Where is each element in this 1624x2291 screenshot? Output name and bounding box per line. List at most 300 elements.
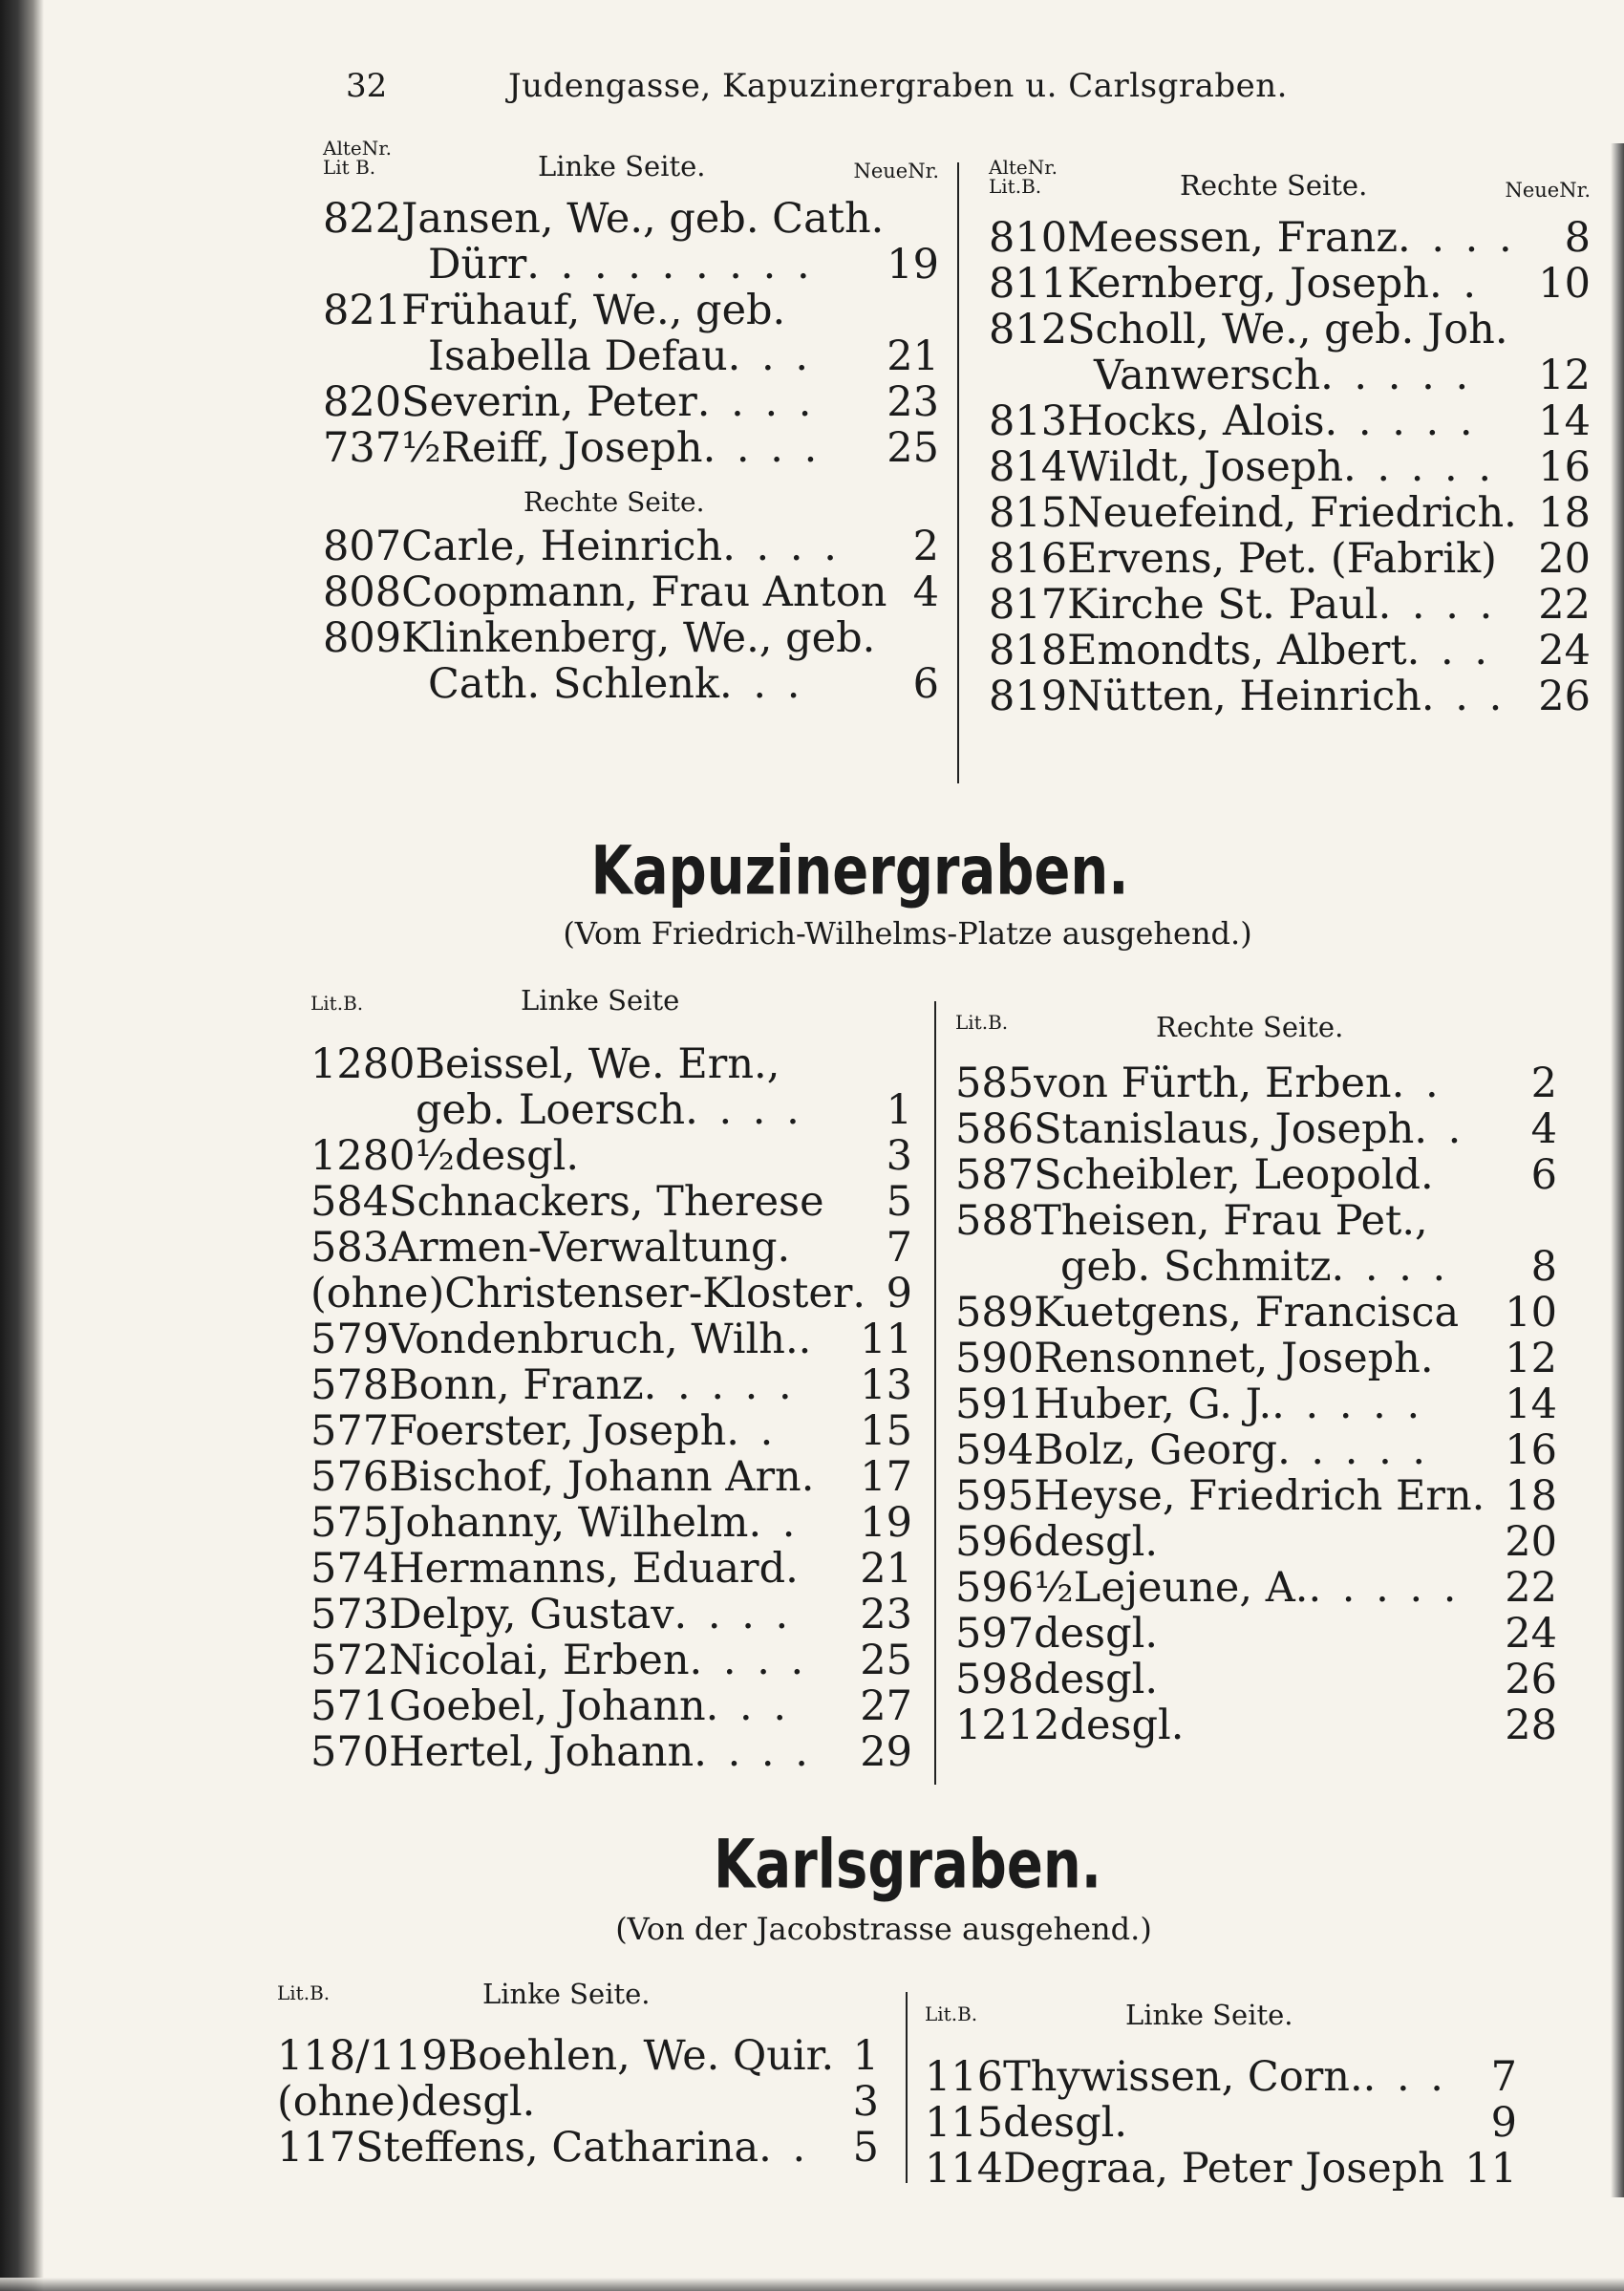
resident-name: Vondenbruch, Wilh. (389, 1316, 799, 1363)
directory-entry (955, 1611, 1557, 1657)
dot-leader: . . . . (685, 1086, 803, 1134)
directory-entry (925, 2100, 1517, 2146)
new-house-number: 11 (1464, 2145, 1517, 2193)
old-house-number: 810 (989, 214, 1068, 262)
old-house-number: 586 (955, 1105, 1035, 1153)
lit-label: Lit.B. (955, 1011, 1009, 1034)
directory-entry (989, 261, 1591, 307)
new-house-number: 16 (1505, 1426, 1557, 1474)
resident-name: Rensonnet, Joseph (1034, 1335, 1421, 1382)
directory-entry (955, 1565, 1557, 1611)
old-house-number: 822 (323, 195, 402, 243)
old-house-number: 116 (925, 2053, 1004, 2101)
resident-name: Scheibler, Leopold (1034, 1151, 1421, 1199)
resident-name: Degraa, Peter Joseph (1003, 2145, 1444, 2193)
new-house-number: 6 (912, 660, 939, 708)
top-right-column (989, 158, 1591, 719)
entry-list (955, 1060, 1557, 1748)
new-house-number: 3 (886, 1132, 912, 1180)
dot-leader: . . . . . (1308, 1564, 1461, 1612)
sub-side-label: Rechte Seite. (524, 486, 705, 518)
directory-entry (955, 1473, 1557, 1519)
dot-leader: . . . . (673, 1591, 793, 1638)
dot-leader: . . . . (1331, 1243, 1450, 1291)
lit-label: Lit.B. (925, 2002, 978, 2025)
column-divider (934, 1001, 936, 1785)
new-house-number: 11 (860, 1316, 912, 1363)
new-house-number: 26 (1538, 673, 1591, 720)
directory-entry (323, 569, 939, 615)
resident-name: Carle, Heinrich (401, 523, 723, 570)
resident-name: Goebel, Johann (389, 1682, 706, 1730)
new-house-number: 22 (1538, 581, 1591, 629)
dot-leader: . . . . . (1320, 352, 1473, 399)
dot-leader: . (852, 1270, 870, 1317)
new-house-number: 6 (1530, 1151, 1557, 1199)
new-house-number: 27 (860, 1682, 912, 1730)
resident-name: Kuetgens, Francisca (1034, 1289, 1460, 1337)
column-divider (957, 162, 959, 783)
resident-name: desgl. (1034, 1656, 1159, 1703)
new-house-number: 5 (886, 1178, 912, 1226)
resident-name: desgl. (1034, 1518, 1159, 1566)
side-label: Rechte Seite. (1156, 1011, 1344, 1043)
old-house-number: 807 (323, 523, 402, 570)
old-number-label: AlteNr. Lit B. (323, 137, 392, 179)
new-house-number: 2 (912, 523, 939, 570)
resident-name: Armen-Verwaltung (389, 1224, 778, 1272)
column-head (925, 1997, 1517, 2054)
old-house-number: 577 (310, 1407, 390, 1455)
dot-leader: . . (1414, 1105, 1465, 1153)
dot-leader: . . (748, 1499, 800, 1547)
new-house-number: 28 (1505, 1702, 1557, 1749)
dot-leader: . . . . (1398, 214, 1516, 262)
new-house-number: 10 (1538, 260, 1591, 308)
dot-leader: . . . . . (1271, 1381, 1424, 1428)
sub-entry-list (323, 524, 939, 707)
new-house-number: 2 (1530, 1060, 1557, 1107)
old-house-number: 570 (310, 1728, 390, 1776)
old-house-number: 1212 (955, 1702, 1060, 1749)
dot-leader: . . . . (702, 424, 822, 472)
directory-entry (277, 2033, 879, 2079)
resident-name: Nicolai, Erben (389, 1637, 690, 1684)
directory-entry (989, 398, 1591, 444)
new-house-number: 4 (912, 568, 939, 616)
new-house-number: 24 (1538, 627, 1591, 674)
old-house-number: 576 (310, 1453, 390, 1501)
directory-entry (955, 1427, 1557, 1473)
resident-name: desgl. (1034, 1610, 1159, 1658)
old-house-number: 583 (310, 1224, 390, 1272)
resident-name: Klinkenberg, We., geb. (401, 614, 876, 662)
column-head (277, 1976, 879, 2033)
directory-entry (955, 1290, 1557, 1336)
new-house-number: 1 (852, 2032, 879, 2080)
dot-leader: . (785, 1545, 802, 1593)
old-house-number: 590 (955, 1335, 1035, 1382)
directory-entry (310, 1638, 912, 1683)
directory-entry-continuation (323, 661, 939, 707)
old-house-number: 809 (323, 614, 402, 662)
entry-list (989, 215, 1591, 719)
dot-leader: . . . . . (1343, 443, 1496, 491)
new-house-number: 18 (1505, 1472, 1557, 1520)
column-head (989, 158, 1591, 215)
resident-name-continued: Cath. Schlenk (428, 660, 720, 708)
directory-entry (323, 196, 939, 242)
resident-name: desgl. (455, 1132, 580, 1180)
resident-name: desgl. (1059, 1702, 1185, 1749)
new-house-number: 25 (887, 424, 939, 472)
directory-entry (989, 215, 1591, 261)
old-house-number: 808 (323, 568, 402, 616)
directory-entry (323, 288, 939, 333)
new-house-number: 9 (1490, 2099, 1517, 2147)
resident-name: Frühauf, We., geb. (401, 287, 786, 334)
resident-name-continued: Dürr (428, 241, 527, 289)
resident-name: Jansen, We., geb. Cath. (401, 195, 885, 243)
dot-leader: . . . . . . . . . (526, 241, 814, 289)
directory-entry (989, 490, 1591, 536)
resident-name: Coopmann, Frau Anton (401, 568, 887, 616)
dot-leader: . . . . (722, 523, 841, 570)
dot-leader: . . (1429, 260, 1481, 308)
directory-entry (955, 1657, 1557, 1702)
old-house-number: 819 (989, 673, 1068, 720)
old-house-number: 815 (989, 489, 1068, 537)
new-house-number: 21 (887, 332, 939, 380)
resident-name: Hermanns, Eduard (389, 1545, 786, 1593)
old-house-number: 585 (955, 1060, 1035, 1107)
entry-list (925, 2054, 1517, 2192)
scan-right-edge (1611, 143, 1624, 2197)
new-house-number: 1 (886, 1086, 912, 1134)
old-house-number: 579 (310, 1316, 390, 1363)
old-house-number: 596½ (955, 1564, 1074, 1612)
resident-name: Delpy, Gustav (389, 1591, 674, 1638)
resident-name: Foerster, Joseph (389, 1407, 727, 1455)
old-house-number: 821 (323, 287, 402, 334)
resident-name: Stanislaus, Joseph (1034, 1105, 1415, 1153)
resident-name: Bolz, Georg (1034, 1426, 1278, 1474)
directory-entry (989, 536, 1591, 582)
directory-entry (989, 307, 1591, 353)
resident-name: Steffens, Catharina (355, 2124, 759, 2172)
directory-entry (310, 1133, 912, 1179)
dot-leader: . . . (727, 332, 812, 380)
entry-list (323, 196, 939, 471)
dot-leader: . (777, 1224, 795, 1272)
resident-name: Emondts, Albert (1067, 627, 1407, 674)
old-house-number: 115 (925, 2099, 1004, 2147)
old-house-number: 1280½ (310, 1132, 456, 1180)
old-house-number: 578 (310, 1361, 390, 1409)
directory-entry (989, 582, 1591, 628)
new-house-number: 19 (860, 1499, 912, 1547)
new-house-number: 26 (1505, 1656, 1557, 1703)
side-label: Linke Seite. (1125, 1999, 1293, 2031)
resident-name: Thywissen, Corn. (1003, 2053, 1363, 2101)
lit-label: Lit.B. (277, 1981, 331, 2004)
column-divider (906, 1992, 908, 2183)
dot-leader: . . . . (694, 1728, 812, 1776)
new-house-number: 22 (1505, 1564, 1557, 1612)
directory-entry (323, 524, 939, 569)
directory-entry-continuation (323, 333, 939, 379)
old-house-number: 813 (989, 397, 1068, 445)
resident-name-continued: Isabella Defau (428, 332, 728, 380)
new-house-number: 7 (1490, 2053, 1517, 2101)
old-house-number: 737½ (323, 424, 441, 472)
new-house-number: 5 (852, 2124, 879, 2172)
section-title-kapuzinergraben: Kapuzinergraben. (590, 832, 1129, 911)
old-house-number: 598 (955, 1656, 1035, 1703)
old-house-number: 575 (310, 1499, 390, 1547)
directory-entry (277, 2079, 879, 2125)
directory-entry (310, 1041, 912, 1087)
dot-leader: . . . . . (1277, 1426, 1430, 1474)
new-house-number: 16 (1538, 443, 1591, 491)
directory-entry (310, 1271, 912, 1317)
scan-bottom-edge (0, 2278, 1624, 2291)
side-label: Linke Seite. (538, 150, 706, 182)
directory-entry (989, 674, 1591, 719)
directory-entry (955, 1198, 1557, 1244)
column-head (323, 139, 939, 196)
resident-name: Schnackers, Therese (389, 1178, 824, 1226)
side-label: Rechte Seite. (1180, 169, 1368, 202)
old-house-number: 588 (955, 1197, 1035, 1245)
scan-binding-edge (0, 0, 44, 2291)
dot-leader: . . . (1421, 673, 1506, 720)
dot-leader: . . . . (696, 378, 816, 426)
resident-name: von Fürth, Erben (1034, 1060, 1392, 1107)
directory-entry-continuation (955, 1244, 1557, 1290)
section-subtitle-karlsgraben: (Von der Jacobstrasse ausgehend.) (615, 1911, 1152, 1947)
resident-name: Theisen, Frau Pet., (1034, 1197, 1428, 1245)
directory-entry (925, 2146, 1517, 2192)
resident-name: Christenser-Kloster (444, 1270, 853, 1317)
dot-leader: . . . . (689, 1637, 808, 1684)
dot-leader: . . . (1406, 627, 1491, 674)
lit-label: Lit.B. (310, 992, 364, 1015)
old-house-number: 820 (323, 378, 402, 426)
old-number-label: AlteNr. Lit.B. (989, 156, 1058, 198)
new-house-number: 21 (860, 1545, 912, 1593)
column-head (310, 984, 912, 1041)
old-house-number: 597 (955, 1610, 1035, 1658)
page-number: 32 (346, 67, 388, 105)
old-house-number: 818 (989, 627, 1068, 674)
old-house-number: 574 (310, 1545, 390, 1593)
directory-entry (955, 1060, 1557, 1106)
resident-name: Kernberg, Joseph (1067, 260, 1429, 308)
resident-name: Heyse, Friedrich Ern. (1034, 1472, 1485, 1520)
old-house-number: 816 (989, 535, 1068, 583)
directory-entry (277, 2125, 879, 2171)
new-house-number: 12 (1505, 1335, 1557, 1382)
resident-name-continued: Vanwersch (1094, 352, 1321, 399)
new-house-number: 17 (860, 1453, 912, 1501)
dot-leader: . (798, 1316, 816, 1363)
new-number-label: NeueNr. (853, 160, 939, 182)
header-text: Judengasse, Kapuzinergraben u. Carlsgraben. (507, 67, 1288, 105)
dot-leader: . (1421, 1151, 1438, 1199)
directory-entry (323, 615, 939, 661)
new-house-number: 8 (1530, 1243, 1557, 1291)
dot-leader: . . . . . (643, 1361, 796, 1409)
entry-list (277, 2033, 879, 2171)
new-house-number: 14 (1538, 397, 1591, 445)
old-house-number: 589 (955, 1289, 1035, 1337)
new-house-number: 3 (852, 2078, 879, 2126)
column-head (955, 1003, 1557, 1060)
directory-entry (310, 1546, 912, 1592)
page-header (344, 67, 1414, 105)
resident-name: Scholl, We., geb. Joh. (1067, 306, 1508, 353)
directory-entry (955, 1702, 1557, 1748)
new-house-number: 18 (1538, 489, 1591, 537)
new-house-number: 24 (1505, 1610, 1557, 1658)
new-house-number: 12 (1538, 352, 1591, 399)
old-house-number: 572 (310, 1637, 390, 1684)
karls-left-column (277, 1976, 879, 2171)
new-house-number: 8 (1564, 214, 1591, 262)
old-house-number: 571 (310, 1682, 390, 1730)
entry-list (310, 1041, 912, 1775)
old-house-number: 814 (989, 443, 1068, 491)
resident-name: Wildt, Joseph (1067, 443, 1344, 491)
old-house-number: 584 (310, 1178, 390, 1226)
old-house-number: 1280 (310, 1040, 416, 1088)
directory-entry (310, 1179, 912, 1225)
dot-leader: . . (726, 1407, 778, 1455)
resident-name: Hertel, Johann (389, 1728, 694, 1776)
old-house-number: 591 (955, 1381, 1035, 1428)
directory-entry (955, 1106, 1557, 1152)
resident-name: Severin, Peter (401, 378, 697, 426)
old-house-number: 114 (925, 2145, 1004, 2193)
side-label: Linke Seite (521, 984, 680, 1017)
new-house-number: 19 (887, 241, 939, 289)
dot-leader: . . . . . (1324, 397, 1477, 445)
section-title-karlsgraben: Karlsgraben. (713, 1826, 1102, 1905)
top-left-column (323, 139, 939, 707)
old-house-number: 595 (955, 1472, 1035, 1520)
directory-entry (955, 1519, 1557, 1565)
resident-name-continued: geb. Schmitz (1060, 1243, 1332, 1291)
old-house-number: 811 (989, 260, 1068, 308)
kapuziner-left-column (310, 984, 912, 1775)
directory-entry (955, 1336, 1557, 1381)
directory-entry (989, 628, 1591, 674)
new-house-number: 9 (886, 1270, 912, 1317)
directory-entry (955, 1152, 1557, 1198)
old-house-number: 118/119 (277, 2032, 448, 2080)
directory-entry-continuation (310, 1087, 912, 1133)
resident-name: Meessen, Franz (1067, 214, 1398, 262)
resident-name: Lejeune, A. (1073, 1564, 1309, 1612)
dot-leader: . . (1391, 1060, 1442, 1107)
resident-name: Reiff, Joseph (440, 424, 703, 472)
new-house-number: 25 (860, 1637, 912, 1684)
karls-right-column (925, 1997, 1517, 2192)
new-house-number: 10 (1505, 1289, 1557, 1337)
dot-leader: . . . (1362, 2053, 1447, 2101)
dot-leader: . (1420, 1335, 1438, 1382)
dot-leader: . . (759, 2124, 810, 2172)
directory-entry (310, 1683, 912, 1729)
dot-leader: . . . . (1378, 581, 1497, 629)
old-house-number: 573 (310, 1591, 390, 1638)
side-label: Linke Seite. (482, 1978, 651, 2010)
old-house-number: 117 (277, 2124, 356, 2172)
directory-entry (989, 444, 1591, 490)
resident-name: desgl. (1003, 2099, 1128, 2147)
old-house-number: 812 (989, 306, 1068, 353)
new-house-number: 23 (887, 378, 939, 426)
directory-entry (310, 1362, 912, 1408)
resident-name: Bonn, Franz (389, 1361, 644, 1409)
resident-name: Nütten, Heinrich (1067, 673, 1421, 720)
new-house-number: 13 (860, 1361, 912, 1409)
resident-name: Bischof, Johann Arn. (389, 1453, 815, 1501)
directory-entry (955, 1381, 1557, 1427)
directory-entry (323, 425, 939, 471)
resident-name: desgl. (411, 2078, 536, 2126)
old-house-number: (ohne) (277, 2078, 412, 2126)
old-house-number: 817 (989, 581, 1068, 629)
directory-entry (310, 1592, 912, 1638)
directory-entry-continuation (989, 353, 1591, 398)
dot-leader: . . . (705, 1682, 791, 1730)
directory-entry (925, 2054, 1517, 2100)
directory-entry (310, 1317, 912, 1362)
resident-name: Boehlen, We. Quir. (447, 2032, 835, 2080)
new-house-number: 7 (886, 1224, 912, 1272)
old-house-number: 596 (955, 1518, 1035, 1566)
resident-name: Johanny, Wilhelm (389, 1499, 749, 1547)
new-house-number: 15 (860, 1407, 912, 1455)
resident-name: Ervens, Pet. (Fabrik) (1067, 535, 1497, 583)
new-house-number: 20 (1505, 1518, 1557, 1566)
directory-entry (323, 379, 939, 425)
new-house-number: 14 (1505, 1381, 1557, 1428)
old-house-number: (ohne) (310, 1270, 445, 1317)
old-house-number: 594 (955, 1426, 1035, 1474)
dot-leader: . (1504, 489, 1521, 537)
old-house-number: 587 (955, 1151, 1035, 1199)
resident-name-continued: geb. Loersch (416, 1086, 686, 1134)
directory-entry (310, 1500, 912, 1546)
resident-name: Kirche St. Paul (1067, 581, 1378, 629)
section-subtitle-kapuzinergraben: (Vom Friedrich-Wilhelms-Platze ausgehend.) (563, 915, 1252, 952)
directory-entry-continuation (323, 242, 939, 288)
new-house-number: 29 (860, 1728, 912, 1776)
directory-entry (310, 1729, 912, 1775)
kapuziner-right-column (955, 1003, 1557, 1748)
resident-name: Huber, G. J. (1034, 1381, 1272, 1428)
resident-name: Beissel, We. Ern., (415, 1040, 780, 1088)
dot-leader: . . . (719, 660, 804, 708)
new-number-label: NeueNr. (1505, 179, 1591, 202)
new-house-number: 20 (1538, 535, 1591, 583)
directory-entry (310, 1225, 912, 1271)
directory-entry (310, 1454, 912, 1500)
resident-name: Neuefeind, Friedrich (1067, 489, 1505, 537)
